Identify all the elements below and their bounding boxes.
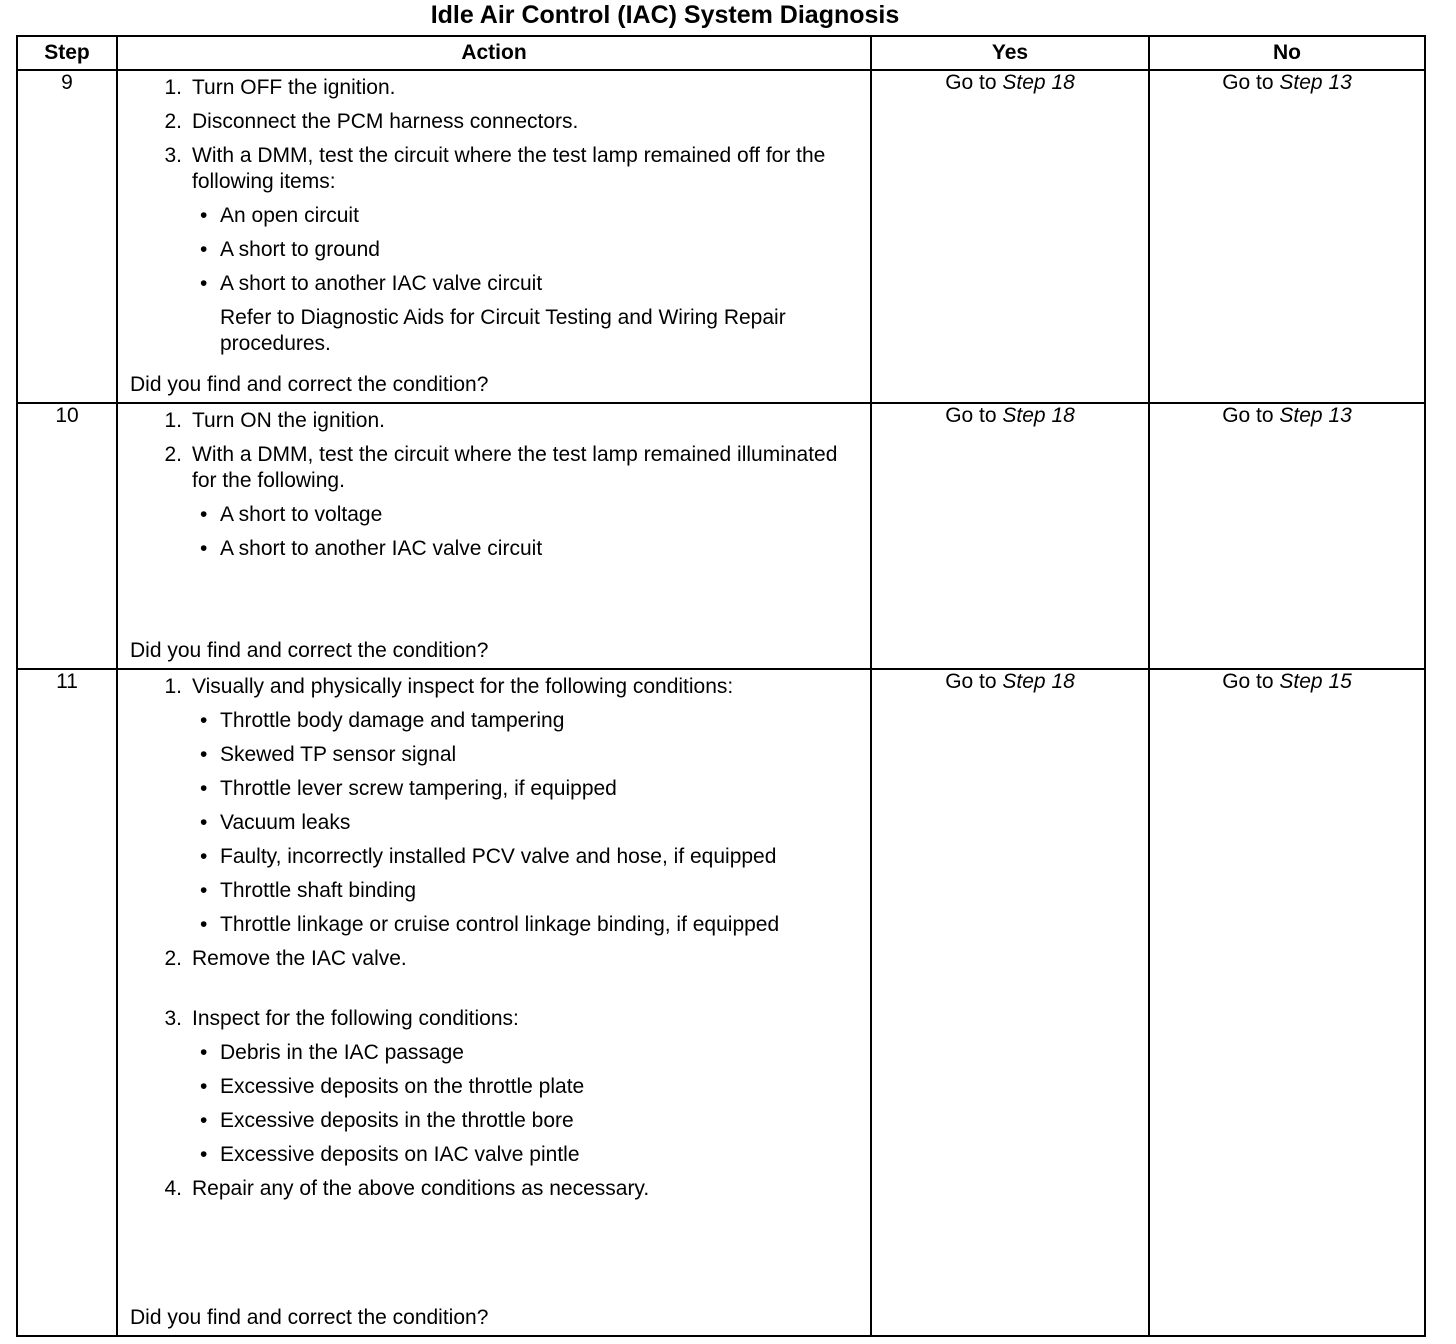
step-marker: 2. (164, 110, 182, 133)
spacer (130, 980, 864, 1006)
bullet-item (200, 1040, 864, 1066)
header-action: Action (117, 36, 871, 70)
item-text: Remove the IAC valve. (192, 947, 407, 970)
action-cell (117, 403, 871, 669)
item-text: Throttle linkage or cruise control linkage binding, if equipped (220, 913, 780, 936)
bullet-item (200, 536, 864, 562)
step-marker: 3. (164, 144, 182, 167)
bullet-icon: • (200, 503, 208, 526)
yes-prefix: Go to (945, 404, 997, 427)
action-items (130, 75, 864, 372)
item-text: A short to voltage (220, 503, 383, 526)
item-text: Excessive deposits on IAC valve pintle (220, 1143, 580, 1166)
numbered-step (150, 109, 864, 135)
table-row (17, 70, 1425, 403)
no-cell (1149, 403, 1425, 669)
no-cell (1149, 70, 1425, 403)
bullet-icon: • (200, 1075, 208, 1098)
item-text: With a DMM, test the circuit where the test lamp remained off for the following items: (192, 144, 826, 193)
numbered-step (150, 1176, 864, 1202)
item-text: Visually and physically inspect for the following conditions: (192, 675, 734, 698)
item-text: Excessive deposits in the throttle bore (220, 1109, 574, 1132)
bullet-item (200, 203, 864, 229)
bullet-icon: • (200, 537, 208, 560)
numbered-step (150, 674, 864, 700)
bullet-icon: • (200, 1143, 208, 1166)
numbered-step (150, 442, 864, 494)
bullet-item (200, 1074, 864, 1100)
no-prefix: Go to (1222, 404, 1274, 427)
item-text: Turn ON the ignition. (192, 409, 385, 432)
action-items (130, 408, 864, 638)
bullet-icon: • (200, 709, 208, 732)
action-cell (117, 669, 871, 1336)
numbered-step (150, 75, 864, 101)
item-text: Vacuum leaks (220, 811, 351, 834)
item-text: Faulty, incorrectly installed PCV valve and hose, if equipped (220, 845, 777, 868)
bullet-item (200, 776, 864, 802)
yes-cell (871, 70, 1149, 403)
step-marker: 2. (164, 443, 182, 466)
table-row (17, 669, 1425, 1336)
step-number: 11 (17, 669, 117, 1336)
item-text: Throttle shaft binding (220, 879, 417, 902)
numbered-step (150, 408, 864, 434)
bullet-item (200, 742, 864, 768)
action-cell (117, 70, 871, 403)
step-marker: 1. (164, 675, 182, 698)
yes-step-link: Step 18 (1002, 670, 1075, 693)
yes-prefix: Go to (945, 670, 997, 693)
step-marker: 4. (164, 1177, 182, 1200)
yes-step-link: Step 18 (1002, 404, 1075, 427)
item-text: Inspect for the following conditions: (192, 1007, 519, 1030)
bullet-item (200, 1142, 864, 1168)
bullet-item (200, 708, 864, 734)
yes-step-link: Step 18 (1002, 71, 1075, 94)
question: Did you find and correct the condition? (130, 1306, 489, 1329)
reference-note: Refer to Diagnostic Aids for Circuit Testing and Wiring Repair procedures. (220, 306, 786, 355)
item-text: Skewed TP sensor signal (220, 743, 457, 766)
bullet-item (200, 810, 864, 836)
bullet-item (200, 271, 864, 297)
diagnosis-table (16, 35, 1426, 1337)
step-marker: 1. (164, 409, 182, 432)
header-yes: Yes (871, 36, 1149, 70)
item-text: Throttle body damage and tampering (220, 709, 565, 732)
bullet-icon: • (200, 272, 208, 295)
action-items (130, 674, 864, 1305)
item-text: Debris in the IAC passage (220, 1041, 464, 1064)
step-marker: 3. (164, 1007, 182, 1030)
item-text: Repair any of the above conditions as necessary. (192, 1177, 650, 1200)
no-prefix: Go to (1222, 71, 1274, 94)
step-marker: 2. (164, 947, 182, 970)
item-text: A short to another IAC valve circuit (220, 272, 543, 295)
item-text: With a DMM, test the circuit where the test lamp remained illuminated for the following. (192, 443, 838, 492)
bullet-item (200, 912, 864, 938)
question: Did you find and correct the condition? (130, 373, 489, 396)
question: Did you find and correct the condition? (130, 639, 489, 662)
item-text: A short to another IAC valve circuit (220, 537, 543, 560)
bullet-icon: • (200, 777, 208, 800)
bullet-item (200, 878, 864, 904)
yes-cell (871, 669, 1149, 1336)
table-row (17, 403, 1425, 669)
bullet-icon: • (200, 1041, 208, 1064)
item-text: Disconnect the PCM harness connectors. (192, 110, 579, 133)
bullet-item (200, 237, 864, 263)
step-marker: 1. (164, 76, 182, 99)
numbered-step (150, 946, 864, 972)
no-prefix: Go to (1222, 670, 1274, 693)
bullet-icon: • (200, 743, 208, 766)
bullet-icon: • (200, 1109, 208, 1132)
item-text: Throttle lever screw tampering, if equipped (220, 777, 617, 800)
header-row (17, 36, 1425, 70)
yes-cell (871, 403, 1149, 669)
yes-prefix: Go to (945, 71, 997, 94)
step-number: 9 (17, 70, 117, 403)
no-cell (1149, 669, 1425, 1336)
item-text: A short to ground (220, 238, 380, 261)
numbered-step (150, 1006, 864, 1032)
bullet-icon: • (200, 913, 208, 936)
bullet-icon: • (200, 811, 208, 834)
bullet-item (200, 844, 864, 870)
bullet-icon: • (200, 845, 208, 868)
bullet-icon: • (200, 204, 208, 227)
no-step-link: Step 13 (1279, 404, 1352, 427)
header-step: Step (17, 36, 117, 70)
page-title: Idle Air Control (IAC) System Diagnosis (430, 1, 900, 29)
item-text: Turn OFF the ignition. (192, 76, 396, 99)
bullet-item (200, 1108, 864, 1134)
item-text: An open circuit (220, 204, 359, 227)
item-text: Excessive deposits on the throttle plate (220, 1075, 585, 1098)
bullet-item (200, 502, 864, 528)
bullet-icon: • (200, 879, 208, 902)
header-no: No (1149, 36, 1425, 70)
step-number: 10 (17, 403, 117, 669)
no-step-link: Step 13 (1279, 71, 1352, 94)
numbered-step (150, 143, 864, 195)
no-step-link: Step 15 (1279, 670, 1352, 693)
bullet-icon: • (200, 238, 208, 261)
